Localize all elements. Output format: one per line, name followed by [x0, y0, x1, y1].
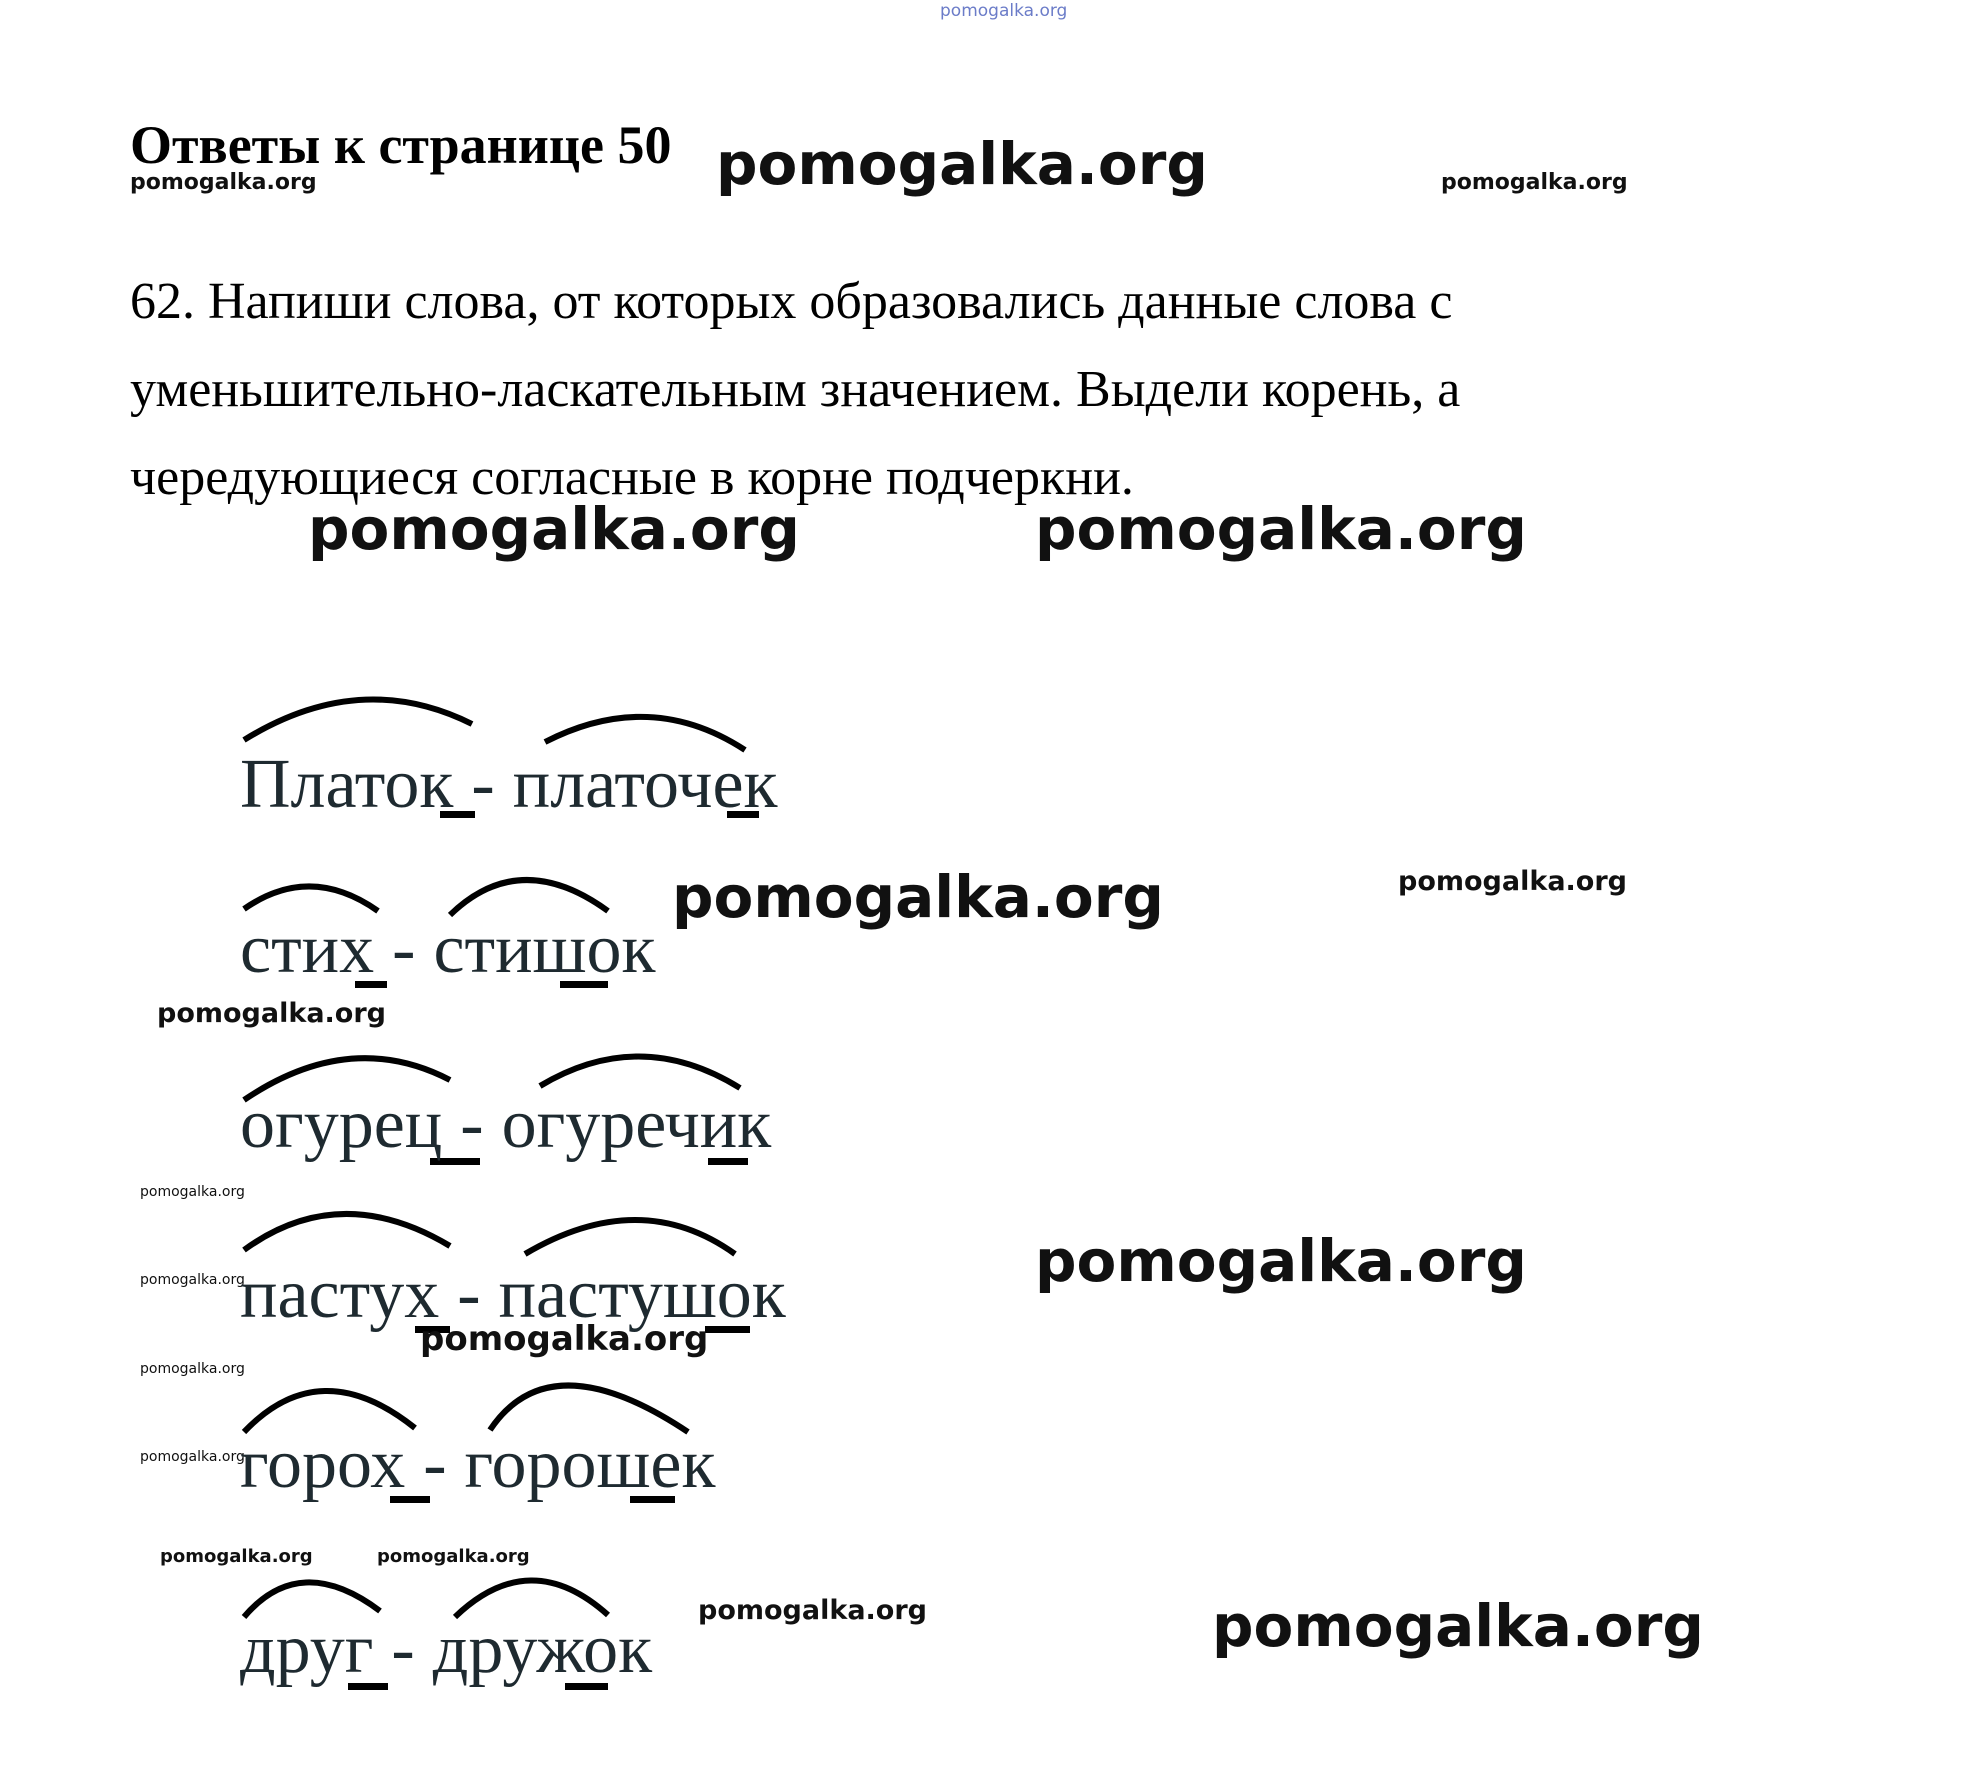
derived-word: горошек — [464, 1426, 716, 1503]
base-word: пастух — [240, 1256, 440, 1333]
word-pair — [240, 1020, 840, 1163]
watermark: pomogalka.org — [1035, 1227, 1527, 1295]
pair-words — [240, 746, 778, 823]
task-line: 62. Напиши слова, от которых образовались данные слова с — [130, 273, 1453, 330]
pair-words — [240, 1611, 653, 1688]
watermark: pomogalka.org — [140, 1184, 245, 1200]
root-arc — [450, 880, 608, 915]
watermark: pomogalka.org — [140, 1449, 245, 1465]
dash: - — [471, 746, 495, 823]
root-arc — [540, 1056, 740, 1088]
top-watermark: pomogalka.org — [940, 1, 1068, 21]
task-line: чередующиеся согласные в корне подчеркни. — [130, 449, 1134, 506]
watermark: pomogalka.org — [157, 998, 386, 1029]
base-word: стих — [240, 911, 375, 988]
dash: - — [423, 1426, 447, 1503]
watermark: pomogalka.org — [716, 130, 1208, 198]
root-arc — [244, 1214, 450, 1250]
word-pair — [240, 1190, 860, 1333]
dash: - — [391, 1611, 415, 1688]
watermark: pomogalka.org — [1035, 495, 1527, 563]
dash: - — [392, 911, 416, 988]
pair-words — [240, 1086, 772, 1163]
watermark: pomogalka.org — [1212, 1592, 1704, 1660]
base-word: горох — [240, 1426, 406, 1503]
watermark: pomogalka.org — [377, 1546, 530, 1567]
base-word: огурец — [240, 1086, 443, 1163]
watermark: pomogalka.org — [140, 1272, 245, 1288]
base-word: друг — [240, 1611, 374, 1688]
derived-word: огуречик — [501, 1086, 772, 1163]
word-pair — [240, 680, 860, 823]
derived-word: дружок — [432, 1611, 653, 1688]
pair-words — [240, 911, 656, 988]
derived-word: платочек — [512, 746, 778, 823]
watermark: pomogalka.org — [1441, 170, 1628, 195]
watermark: pomogalka.org — [420, 1319, 709, 1359]
watermark: pomogalka.org — [672, 863, 1164, 931]
base-word: Платок — [240, 746, 454, 823]
pair-words — [240, 1426, 716, 1503]
watermark: pomogalka.org — [140, 1361, 245, 1377]
dash: - — [457, 1256, 481, 1333]
root-arc — [244, 886, 378, 911]
task-text — [130, 258, 1690, 522]
watermark: pomogalka.org — [130, 170, 317, 195]
page-title: Ответы к странице 50 — [130, 115, 672, 175]
watermark: pomogalka.org — [1398, 866, 1627, 897]
watermark: pomogalka.org — [160, 1546, 313, 1567]
word-pair — [240, 845, 700, 988]
root-arc — [525, 1220, 735, 1254]
watermark: pomogalka.org — [698, 1595, 927, 1626]
dash: - — [460, 1086, 484, 1163]
root-arc — [244, 700, 472, 741]
watermark: pomogalka.org — [308, 495, 800, 563]
word-pair — [240, 1360, 800, 1503]
task-line: уменьшительно-ласкательным значением. Выдели корень, а — [130, 361, 1461, 418]
word-pair — [240, 1545, 700, 1688]
derived-word: стишок — [433, 911, 656, 988]
derived-word: пастушок — [498, 1256, 786, 1333]
